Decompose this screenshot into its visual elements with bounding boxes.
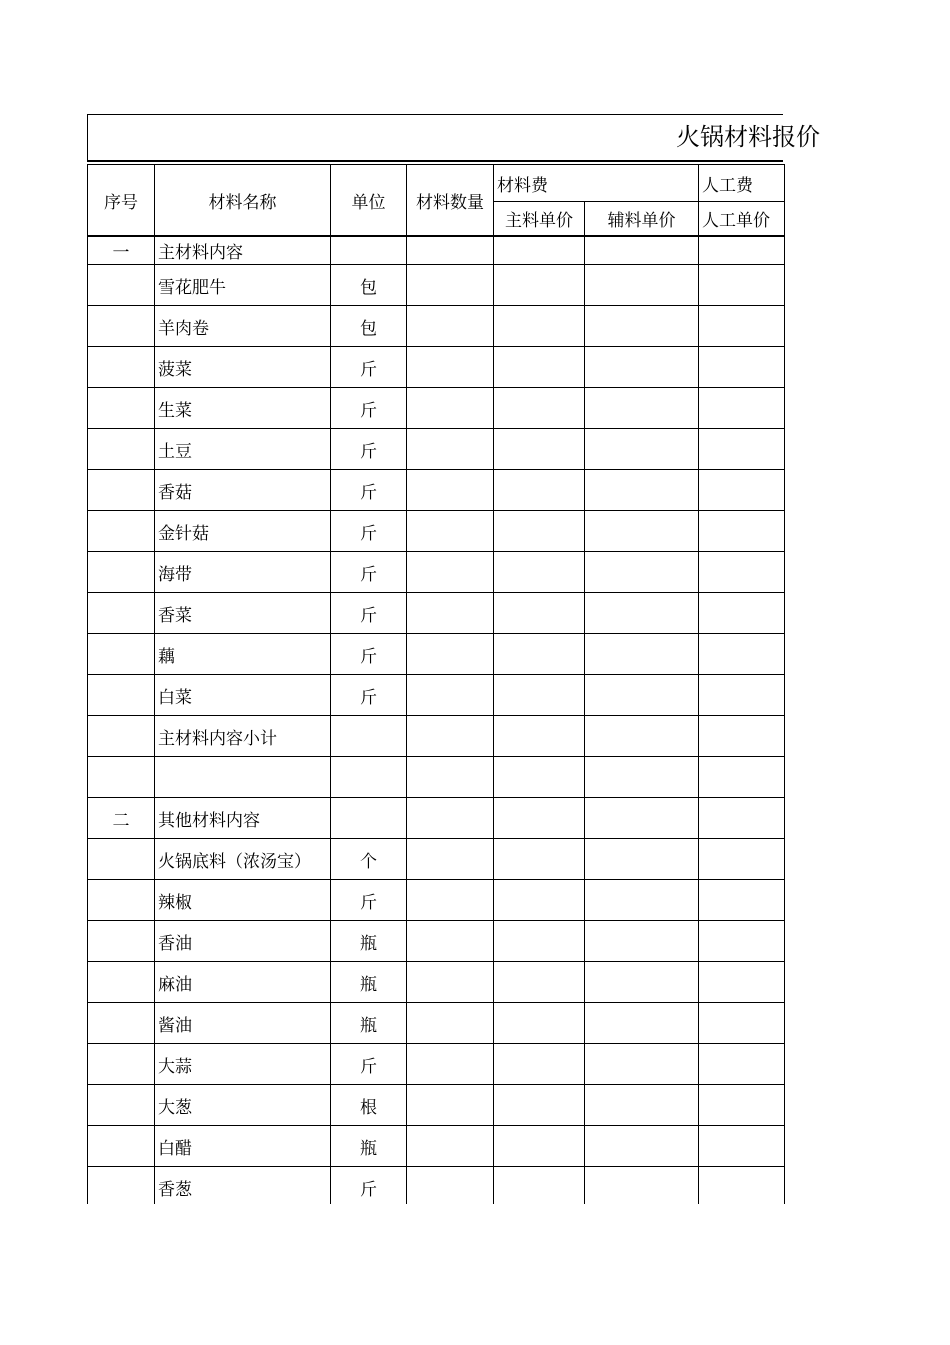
cell-main-price[interactable]	[494, 306, 585, 347]
cell-unit[interactable]: 瓶	[331, 921, 407, 962]
cell-index[interactable]	[88, 634, 155, 675]
cell-main-price[interactable]	[494, 921, 585, 962]
cell-name[interactable]: 羊肉卷	[155, 306, 331, 347]
cell-aux-price[interactable]	[585, 839, 699, 880]
cell-name[interactable]: 白菜	[155, 675, 331, 716]
cell-index[interactable]: 一	[88, 236, 155, 265]
cell-quantity[interactable]	[407, 306, 494, 347]
cell-index[interactable]: 二	[88, 798, 155, 839]
cell-unit[interactable]: 个	[331, 839, 407, 880]
cell-quantity[interactable]	[407, 962, 494, 1003]
cell-unit[interactable]: 斤	[331, 388, 407, 429]
cell-main-price[interactable]	[494, 839, 585, 880]
cell-labor-price[interactable]	[699, 593, 785, 634]
cell-main-price[interactable]	[494, 265, 585, 306]
cell-index[interactable]	[88, 347, 155, 388]
sheet-title: 火锅材料报价	[676, 123, 820, 151]
table-row	[88, 675, 785, 716]
cell-labor-price[interactable]	[699, 429, 785, 470]
cell-unit[interactable]: 包	[331, 265, 407, 306]
table-row	[88, 388, 785, 429]
spreadsheet-sheet	[87, 114, 950, 1204]
cell-quantity[interactable]	[407, 1085, 494, 1126]
cell-aux-price[interactable]	[585, 470, 699, 511]
cell-main-price[interactable]	[494, 470, 585, 511]
cell-quantity[interactable]	[407, 798, 494, 839]
cell-labor-price[interactable]	[699, 921, 785, 962]
cell-name[interactable]: 主材料内容小计	[155, 716, 331, 757]
cell-name[interactable]: 生菜	[155, 388, 331, 429]
cell-name[interactable]: 雪花肥牛	[155, 265, 331, 306]
cell-main-price[interactable]	[494, 1044, 585, 1085]
cell-main-price[interactable]	[494, 634, 585, 675]
cell-unit[interactable]	[331, 798, 407, 839]
cell-aux-price[interactable]	[585, 757, 699, 798]
cell-index[interactable]	[88, 265, 155, 306]
cell-quantity[interactable]	[407, 839, 494, 880]
cell-index[interactable]	[88, 880, 155, 921]
cell-name[interactable]: 海带	[155, 552, 331, 593]
cell-index[interactable]	[88, 1167, 155, 1205]
cell-labor-price[interactable]	[699, 1044, 785, 1085]
cell-quantity[interactable]	[407, 236, 494, 265]
header-index: 序号	[88, 165, 155, 237]
cell-labor-price[interactable]	[699, 265, 785, 306]
header-row-1	[88, 165, 785, 202]
cell-aux-price[interactable]	[585, 429, 699, 470]
cell-unit[interactable]: 斤	[331, 675, 407, 716]
cell-main-price[interactable]	[494, 798, 585, 839]
cell-quantity[interactable]	[407, 880, 494, 921]
cell-unit[interactable]: 斤	[331, 552, 407, 593]
cell-name[interactable]: 香菇	[155, 470, 331, 511]
cell-unit[interactable]: 斤	[331, 880, 407, 921]
cell-labor-price[interactable]	[699, 236, 785, 265]
table-row	[88, 880, 785, 921]
header-aux-price: 辅料单价	[585, 202, 699, 237]
cell-main-price[interactable]	[494, 1167, 585, 1205]
cell-quantity[interactable]	[407, 511, 494, 552]
cell-labor-price[interactable]	[699, 675, 785, 716]
cell-quantity[interactable]	[407, 593, 494, 634]
cell-name[interactable]: 其他材料内容	[155, 798, 331, 839]
cell-labor-price[interactable]	[699, 1003, 785, 1044]
cell-labor-price[interactable]	[699, 347, 785, 388]
cell-aux-price[interactable]	[585, 265, 699, 306]
header-material-fee: 材料费	[494, 165, 699, 202]
cell-main-price[interactable]	[494, 593, 585, 634]
cell-main-price[interactable]	[494, 962, 585, 1003]
cell-quantity[interactable]	[407, 1126, 494, 1167]
quote-table	[87, 164, 785, 1204]
cell-aux-price[interactable]	[585, 1044, 699, 1085]
cell-labor-price[interactable]	[699, 757, 785, 798]
cell-aux-price[interactable]	[585, 552, 699, 593]
header-quantity: 材料数量	[407, 165, 494, 237]
table-row	[88, 1126, 785, 1167]
cell-unit[interactable]: 瓶	[331, 1003, 407, 1044]
cell-name[interactable]: 火锅底料（浓汤宝）	[155, 839, 331, 880]
cell-quantity[interactable]	[407, 1044, 494, 1085]
cell-name[interactable]: 香葱	[155, 1167, 331, 1205]
cell-name[interactable]: 麻油	[155, 962, 331, 1003]
cell-aux-price[interactable]	[585, 1003, 699, 1044]
cell-main-price[interactable]	[494, 429, 585, 470]
cell-labor-price[interactable]	[699, 716, 785, 757]
cell-unit[interactable]	[331, 716, 407, 757]
cell-quantity[interactable]	[407, 1167, 494, 1205]
cell-quantity[interactable]	[407, 388, 494, 429]
cell-aux-price[interactable]	[585, 236, 699, 265]
cell-index[interactable]	[88, 388, 155, 429]
cell-main-price[interactable]	[494, 1003, 585, 1044]
cell-index[interactable]	[88, 593, 155, 634]
cell-unit[interactable]: 斤	[331, 634, 407, 675]
cell-index[interactable]	[88, 429, 155, 470]
cell-quantity[interactable]	[407, 470, 494, 511]
cell-labor-price[interactable]	[699, 880, 785, 921]
cell-quantity[interactable]	[407, 1003, 494, 1044]
table-row	[88, 511, 785, 552]
cell-name[interactable]: 金针菇	[155, 511, 331, 552]
table-row	[88, 347, 785, 388]
cell-unit[interactable]: 包	[331, 306, 407, 347]
cell-index[interactable]	[88, 921, 155, 962]
cell-labor-price[interactable]	[699, 1085, 785, 1126]
table-row	[88, 962, 785, 1003]
title-row	[87, 114, 820, 162]
cell-index[interactable]	[88, 962, 155, 1003]
cell-unit[interactable]: 斤	[331, 1167, 407, 1205]
table-row	[88, 552, 785, 593]
cell-main-price[interactable]	[494, 757, 585, 798]
cell-name[interactable]: 主材料内容	[155, 236, 331, 265]
cell-aux-price[interactable]	[585, 347, 699, 388]
cell-index[interactable]	[88, 839, 155, 880]
cell-index[interactable]	[88, 716, 155, 757]
cell-aux-price[interactable]	[585, 634, 699, 675]
table-row	[88, 265, 785, 306]
cell-aux-price[interactable]	[585, 388, 699, 429]
header-main-price: 主料单价	[494, 202, 585, 237]
cell-name[interactable]: 大葱	[155, 1085, 331, 1126]
cell-name[interactable]: 藕	[155, 634, 331, 675]
cell-labor-price[interactable]	[699, 470, 785, 511]
cell-aux-price[interactable]	[585, 675, 699, 716]
cell-aux-price[interactable]	[585, 798, 699, 839]
table-row	[88, 306, 785, 347]
cell-aux-price[interactable]	[585, 1126, 699, 1167]
table-row	[88, 1044, 785, 1085]
cell-index[interactable]	[88, 470, 155, 511]
table-row	[88, 1167, 785, 1205]
cell-name[interactable]: 菠菜	[155, 347, 331, 388]
header-name: 材料名称	[155, 165, 331, 237]
cell-aux-price[interactable]	[585, 1085, 699, 1126]
cell-main-price[interactable]	[494, 1085, 585, 1126]
cell-index[interactable]	[88, 552, 155, 593]
cell-labor-price[interactable]	[699, 1167, 785, 1205]
cell-main-price[interactable]	[494, 880, 585, 921]
cell-quantity[interactable]	[407, 634, 494, 675]
cell-main-price[interactable]	[494, 388, 585, 429]
cell-aux-price[interactable]	[585, 1167, 699, 1205]
cell-unit[interactable]: 根	[331, 1085, 407, 1126]
cell-labor-price[interactable]	[699, 962, 785, 1003]
cell-unit[interactable]	[331, 236, 407, 265]
cell-aux-price[interactable]	[585, 306, 699, 347]
cell-aux-price[interactable]	[585, 962, 699, 1003]
cell-unit[interactable]: 斤	[331, 511, 407, 552]
cell-unit[interactable]: 瓶	[331, 962, 407, 1003]
cell-labor-price[interactable]	[699, 798, 785, 839]
table-row	[88, 921, 785, 962]
table-row	[88, 757, 785, 798]
header-labor-fee: 人工费	[699, 165, 785, 202]
cell-index[interactable]	[88, 306, 155, 347]
cell-labor-price[interactable]	[699, 839, 785, 880]
cell-main-price[interactable]	[494, 236, 585, 265]
cell-quantity[interactable]	[407, 675, 494, 716]
cell-unit[interactable]: 斤	[331, 593, 407, 634]
cell-index[interactable]	[88, 1044, 155, 1085]
cell-name[interactable]: 土豆	[155, 429, 331, 470]
cell-labor-price[interactable]	[699, 511, 785, 552]
cell-unit[interactable]	[331, 757, 407, 798]
cell-aux-price[interactable]	[585, 921, 699, 962]
cell-unit[interactable]: 斤	[331, 1044, 407, 1085]
cell-name[interactable]: 香油	[155, 921, 331, 962]
cell-name[interactable]: 酱油	[155, 1003, 331, 1044]
cell-unit[interactable]: 瓶	[331, 1126, 407, 1167]
cell-index[interactable]	[88, 757, 155, 798]
header-labor-price: 人工单价	[699, 202, 785, 237]
cell-labor-price[interactable]	[699, 1126, 785, 1167]
cell-name[interactable]: 香菜	[155, 593, 331, 634]
table-row	[88, 1085, 785, 1126]
cell-labor-price[interactable]	[699, 388, 785, 429]
cell-index[interactable]	[88, 675, 155, 716]
cell-aux-price[interactable]	[585, 593, 699, 634]
cell-name[interactable]: 大蒜	[155, 1044, 331, 1085]
cell-unit[interactable]: 斤	[331, 470, 407, 511]
cell-index[interactable]	[88, 1126, 155, 1167]
cell-quantity[interactable]	[407, 921, 494, 962]
cell-main-price[interactable]	[494, 716, 585, 757]
table-row	[88, 839, 785, 880]
table-row	[88, 634, 785, 675]
cell-quantity[interactable]	[407, 265, 494, 306]
cell-index[interactable]	[88, 1085, 155, 1126]
cell-aux-price[interactable]	[585, 880, 699, 921]
table-row	[88, 429, 785, 470]
cell-unit[interactable]: 斤	[331, 429, 407, 470]
cell-unit[interactable]: 斤	[331, 347, 407, 388]
cell-main-price[interactable]	[494, 1126, 585, 1167]
cell-name[interactable]	[155, 757, 331, 798]
table-row	[88, 593, 785, 634]
cell-index[interactable]	[88, 511, 155, 552]
cell-aux-price[interactable]	[585, 511, 699, 552]
cell-name[interactable]: 辣椒	[155, 880, 331, 921]
table-row	[88, 470, 785, 511]
cell-name[interactable]: 白醋	[155, 1126, 331, 1167]
cell-labor-price[interactable]	[699, 306, 785, 347]
table-row	[88, 1003, 785, 1044]
cell-main-price[interactable]	[494, 675, 585, 716]
cell-quantity[interactable]	[407, 716, 494, 757]
table-row	[88, 798, 785, 839]
cell-index[interactable]	[88, 1003, 155, 1044]
cell-labor-price[interactable]	[699, 552, 785, 593]
cell-quantity[interactable]	[407, 757, 494, 798]
cell-quantity[interactable]	[407, 347, 494, 388]
header-unit: 单位	[331, 165, 407, 237]
cell-quantity[interactable]	[407, 429, 494, 470]
cell-main-price[interactable]	[494, 511, 585, 552]
cell-labor-price[interactable]	[699, 634, 785, 675]
cell-quantity[interactable]	[407, 552, 494, 593]
table-row	[88, 236, 785, 265]
cell-aux-price[interactable]	[585, 716, 699, 757]
table-row	[88, 716, 785, 757]
cell-main-price[interactable]	[494, 347, 585, 388]
cell-main-price[interactable]	[494, 552, 585, 593]
